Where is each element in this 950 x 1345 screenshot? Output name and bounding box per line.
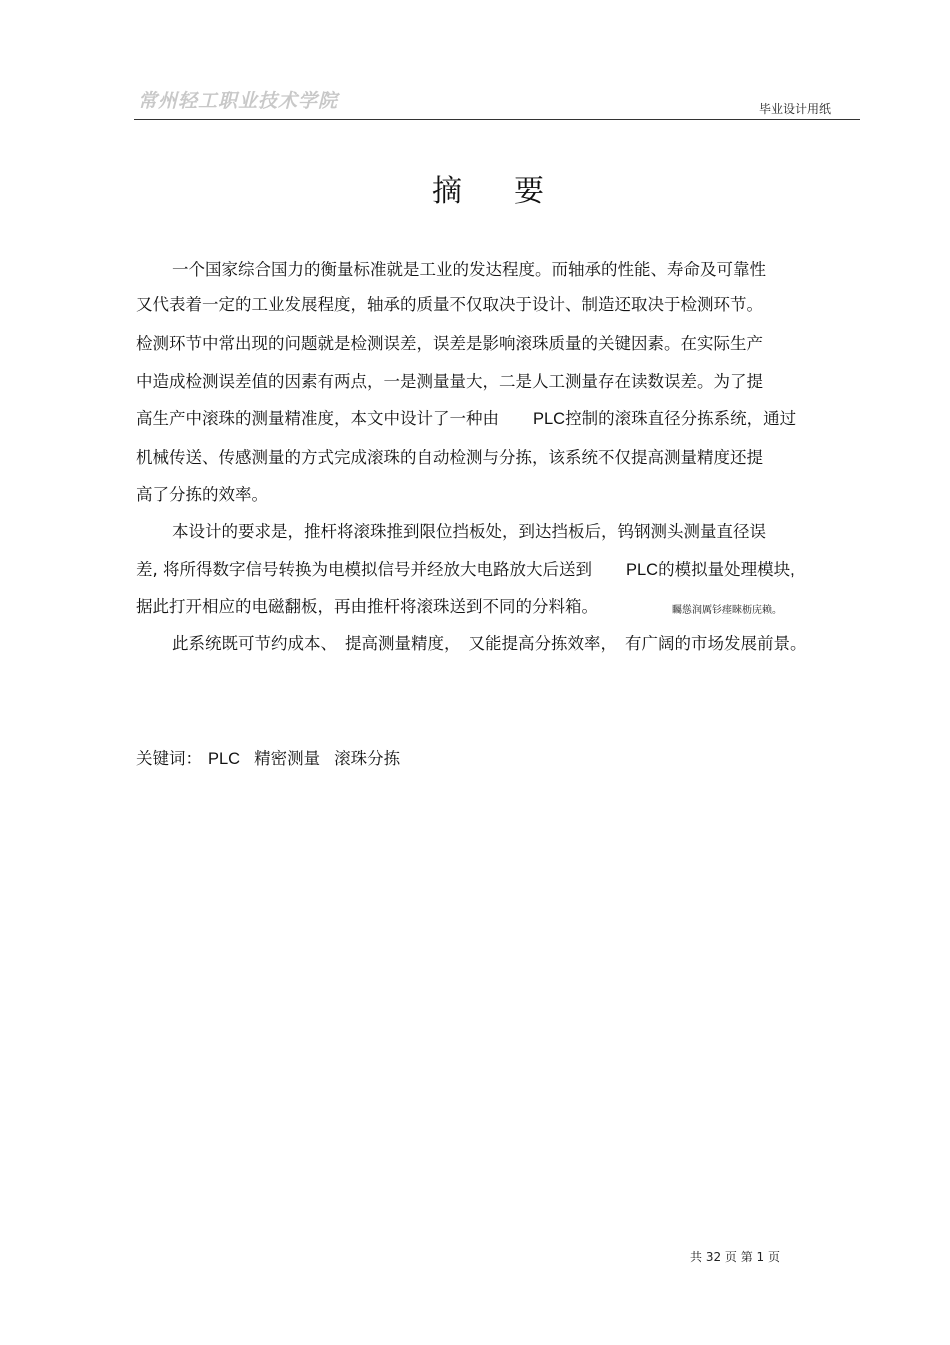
title-char-2: 要 <box>514 174 544 209</box>
keyword-precision-measurement: 精密测量 <box>254 749 321 768</box>
paragraph-2-line-2-part-b: PLC的模拟量处理模块, <box>626 561 795 579</box>
paragraph-2-line-2 <box>136 560 795 580</box>
keywords-line <box>136 745 400 769</box>
paragraph-3-part-d: 有广阔的市场发展前景。 <box>625 634 807 653</box>
keyword-ball-sorting: 滚珠分拣 <box>334 749 401 768</box>
paragraph-1-line-4: 中造成检测误差值的因素有两点，一是测量量大，二是人工测量存在读数误差。为了提 <box>136 372 763 391</box>
paragraph-1-line-3: 检测环节中常出现的问题就是检测误差，误差是影响滚珠质量的关键因素。在实际生产 <box>136 334 763 353</box>
keywords-label: 关键词： <box>136 749 202 768</box>
paragraph-1-line-5-part-a: 高生产中滚珠的测量精准度，本文中设计了一种由 <box>136 409 499 428</box>
school-logo: 常州轻工职业技术学院 <box>138 90 339 112</box>
page-title <box>432 166 544 210</box>
paragraph-2-line-1: 本设计的要求是，推杆将滚珠推到限位挡板处，到达挡板后，钨钢测头测量直径误 <box>172 522 766 541</box>
page-number: 共 32 页 第 1 页 <box>690 1250 780 1264</box>
garbled-text: 矚慫润厲钐瘗睞枥庑赖。 <box>672 605 782 616</box>
paragraph-2-line-3: 据此打开相应的电磁翻板，再由推杆将滚珠送到不同的分料箱。 <box>136 597 598 616</box>
paragraph-1-line-5-part-b: PLC控制的滚珠直径分拣系统，通过 <box>533 410 797 428</box>
paragraph-3-part-b: 提高测量精度， <box>345 634 461 653</box>
paragraph-1-line-5 <box>136 409 796 429</box>
paragraph-3-line-1 <box>172 634 807 654</box>
paragraph-3-part-a: 此系统既可节约成本、 <box>172 634 337 653</box>
paragraph-1-line-2: 又代表着一定的工业发展程度，轴承的质量不仅取决于设计、制造还取决于检测环节。 <box>136 295 763 314</box>
paper-label: 毕业设计用纸 <box>759 102 832 116</box>
keyword-plc: PLC <box>208 750 241 768</box>
paragraph-1-line-1: 一个国家综合国力的衡量标准就是工业的发达程度。而轴承的性能、寿命及可靠性 <box>172 260 766 279</box>
header-divider <box>134 119 860 120</box>
title-char-1: 摘 <box>432 174 462 209</box>
paragraph-1-line-7: 高了分拣的效率。 <box>136 485 268 504</box>
paragraph-3-part-c: 又能提高分拣效率， <box>468 634 617 653</box>
paragraph-2-line-2-part-a: 差, 将所得数字信号转换为电模拟信号并经放大电路放大后送到 <box>136 560 592 579</box>
paragraph-1-line-6: 机械传送、传感测量的方式完成滚珠的自动检测与分拣，该系统不仅提高测量精度还提 <box>136 448 763 467</box>
